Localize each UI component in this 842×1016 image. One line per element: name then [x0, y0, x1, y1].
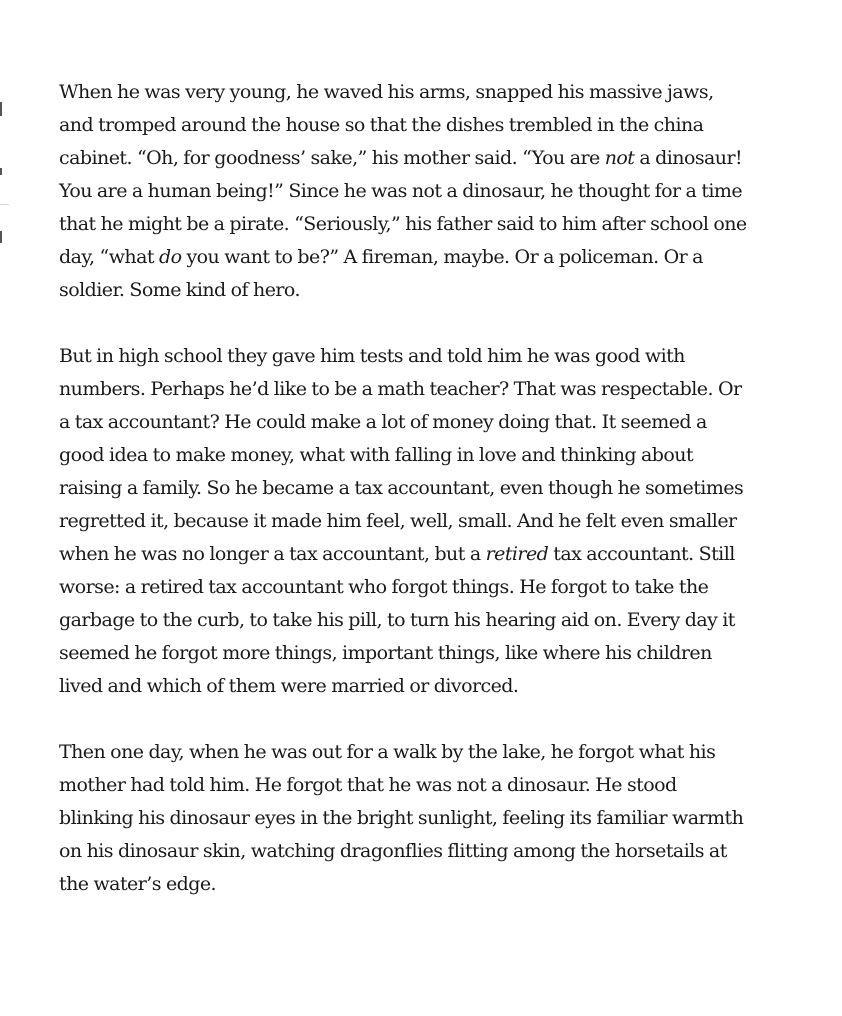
- left-edge-mark-3: [0, 231, 2, 243]
- emphasis: retired: [485, 543, 549, 565]
- left-edge-mark-1: [0, 102, 2, 116]
- paragraph-3: Then one day, when he was out for a walk by the lake, he forgot what his mother had told him. He forgot that he was not a dinosaur. He stood blinking his dinosaur eyes in the bright sunlight, feeling its familiar warmth on his dinosaur skin, watching dragonflies flitting among the horsetails at the water’s edge.: [59, 741, 744, 895]
- emphasis: do: [158, 246, 182, 268]
- paragraph-1: When he was very young, he waved his arms, snapped his massive jaws, and tromped around the house so that the dishes trembled in the china cabinet. “Oh, for goodness’ sake,” his mother said. “You are not a dinosaur! You are a human being!” Since he was not a dinosaur, he thought for a time that he might be a pirate. “Seriously,” his father said to him after school one day, “what do you want to be?” A fireman, maybe. Or a policeman. Or a soldier. Some kind of hero.: [59, 81, 747, 301]
- story-text: [59, 76, 749, 901]
- emphasis: not: [604, 147, 635, 169]
- paragraph-2: But in high school they gave him tests and told him he was good with numbers. Perhaps he’d like to be a math teacher? That was respectable. Or a tax accountant? He could make a lot of money doing that. It seemed a good idea to make money, what with falling in love and thinking about raising a family. So he became a tax accountant, even though he sometimes regretted it, because it made him feel, well, small. And he felt even smaller when he was no longer a tax accountant, but a retired tax accountant. Still worse: a retired tax accountant who forgot things. He forgot to take the garbage to the curb, to take his pill, to turn his hearing aid on. Every day it seemed he forgot more things, important things, like where his children lived and which of them were married or divorced.: [59, 345, 744, 697]
- left-edge-mark-2: [0, 168, 2, 175]
- left-edge-tick: [0, 204, 9, 205]
